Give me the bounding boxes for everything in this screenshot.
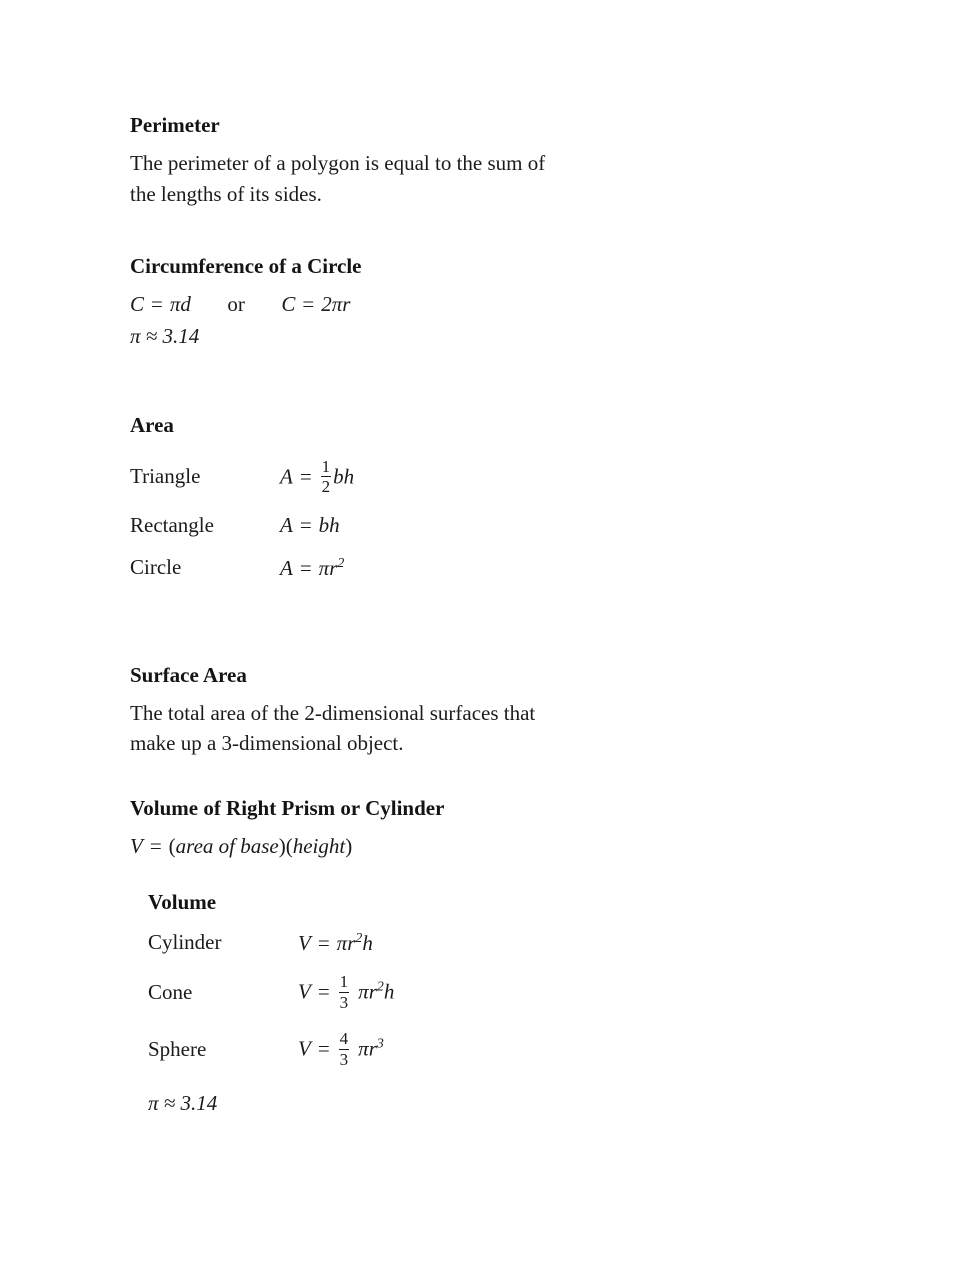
table-row: [130, 449, 354, 506]
exponent-two: 2: [376, 978, 384, 994]
table-row: [148, 964, 394, 1021]
heading-area: Area: [130, 413, 174, 438]
heading-volume-right-prism: Volume of Right Prism or Cylinder: [130, 795, 445, 820]
area-row-formula-rectangle: A = bh: [280, 513, 340, 538]
volume-row-formula-cone: V = $\frac{1}{3}$ $\pi r^2h$: [298, 972, 395, 1013]
formula-circumference-radius: C = 2πr: [281, 292, 351, 317]
table-row: [130, 546, 354, 589]
table-row: [148, 1021, 394, 1078]
formula-circumference-diameter: C = πd: [130, 292, 191, 317]
heading-surface-area: Surface Area: [130, 662, 247, 687]
heading-volume: Volume: [148, 890, 217, 915]
spacer: [130, 634, 979, 662]
exponent-three: 3: [376, 1035, 384, 1051]
section-volume: [148, 890, 979, 1119]
fraction-one-half: $\frac{1}{2}$: [321, 456, 331, 497]
section-surface-area: [130, 662, 979, 759]
spacer: [130, 862, 979, 890]
spacer: [130, 209, 979, 253]
formula-pi-approx-circumference: π ≈ 3.14: [130, 323, 200, 348]
area-row-label-triangle: Triangle: [130, 464, 201, 489]
volume-formula-table: [148, 921, 394, 1077]
spacer: [130, 759, 979, 795]
fraction-four-thirds: $\frac{4}{3}$: [339, 1029, 349, 1069]
formula-pi-approx-volume: π ≈ 3.14: [148, 1090, 218, 1115]
section-volume-right-prism: [130, 795, 979, 863]
volume-row-formula-cylinder: $V = \pi r^2h$: [298, 930, 373, 956]
table-row: [148, 921, 394, 964]
volume-row-label-sphere: Sphere: [148, 1036, 207, 1061]
spacer: [148, 1078, 979, 1088]
paragraph-surface-area: The total area of the 2-dimensional surfaces that make up a 3-dimensional object.: [130, 700, 536, 756]
area-row-formula-triangle: A = $\frac{1}{2}$ bh: [280, 456, 355, 497]
formula-conjunction-or: or: [227, 292, 245, 317]
volume-row-formula-sphere: V = $\frac{4}{3}$ $\pi r^3$: [298, 1029, 384, 1069]
exponent-two: 2: [355, 930, 363, 946]
spacer: [130, 396, 979, 412]
spacer: [130, 590, 979, 634]
area-row-label-circle: Circle: [130, 555, 182, 580]
fraction-one-third: $\frac{1}{3}$: [339, 972, 349, 1013]
area-row-label-rectangle: Rectangle: [130, 513, 214, 538]
table-row: [130, 505, 354, 546]
exponent-two: 2: [337, 555, 345, 571]
formula-circumference-line: [130, 289, 979, 321]
volume-row-label-cone: Cone: [148, 980, 193, 1005]
section-perimeter: [130, 112, 979, 209]
spacer: [130, 352, 979, 396]
heading-perimeter: Perimeter: [130, 113, 220, 137]
paragraph-perimeter: The perimeter of a polygon is equal to the sum of the lengths of its sides.: [130, 151, 546, 206]
section-area: [130, 412, 979, 589]
volume-row-label-cylinder: Cylinder: [148, 930, 222, 955]
area-row-formula-circle: $A = \pi r^2$: [280, 555, 345, 581]
section-circumference: [130, 253, 979, 352]
formula-volume-right-prism: V = (area of base)(height): [130, 833, 353, 858]
area-formula-table: [130, 449, 354, 590]
heading-circumference: Circumference of a Circle: [130, 254, 362, 279]
